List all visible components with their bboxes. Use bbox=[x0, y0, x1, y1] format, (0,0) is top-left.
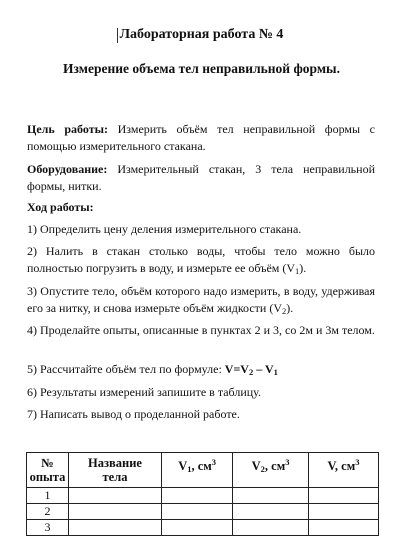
row-number: 3 bbox=[27, 520, 69, 536]
table-row bbox=[27, 520, 379, 536]
cell-v2[interactable] bbox=[233, 488, 309, 504]
procedure-step-3 bbox=[27, 283, 375, 319]
results-table bbox=[26, 452, 379, 536]
procedure-step-2 bbox=[27, 243, 375, 279]
header-body-name: Название тела bbox=[68, 453, 161, 488]
cell-v[interactable] bbox=[308, 520, 378, 536]
cell-v2[interactable] bbox=[233, 520, 309, 536]
cell-body-name[interactable] bbox=[68, 520, 161, 536]
goal-text: Измерить объём тел неправильной формы с помощью измерительного стакана. bbox=[27, 122, 375, 153]
header-experiment-number: № опыта bbox=[27, 453, 69, 488]
step-7-text: 7) Написать вывод о проделанной работе. bbox=[27, 407, 240, 421]
step-3-subscript: 2 bbox=[282, 305, 287, 316]
step-5-text: 5) Рассчитайте объём тел по формуле: bbox=[27, 362, 225, 376]
procedure-step-4 bbox=[27, 322, 375, 339]
page-title: Лабораторная работа № 4 bbox=[119, 27, 284, 42]
procedure-label: Ход работы: bbox=[27, 200, 94, 214]
step-3-end: ). bbox=[286, 300, 294, 315]
table-row bbox=[27, 488, 379, 504]
table-header-row bbox=[27, 453, 379, 488]
cell-v2[interactable] bbox=[233, 504, 309, 520]
procedure-step-7 bbox=[27, 406, 375, 423]
step-2-end: ). bbox=[299, 260, 307, 275]
step-3-text: 3) Опустите тело, объём которого надо измерить, в воду, удерживая его за нитку, и снова измерьте объём жидкости (V bbox=[27, 284, 375, 315]
step-4-text: 4) Проделайте опыты, описанные в пунктах 2 и 3, со 2м и 3м телом. bbox=[27, 323, 375, 337]
page-subtitle: Измерение объема тел неправильной формы. bbox=[63, 61, 340, 76]
table-row bbox=[27, 504, 379, 520]
header-v1: $V_1$, $см^3$ bbox=[162, 453, 233, 488]
cell-body-name[interactable] bbox=[68, 504, 161, 520]
step-1-text: 1) Определить цену деления измерительного стакана. bbox=[27, 222, 302, 236]
cell-v1[interactable] bbox=[162, 520, 233, 536]
goal-label: Цель работы: bbox=[27, 122, 108, 136]
cell-v1[interactable] bbox=[162, 488, 233, 504]
row-number: 1 bbox=[27, 488, 69, 504]
header-v: V, $см^3$ bbox=[308, 453, 378, 488]
cell-v[interactable] bbox=[308, 504, 378, 520]
procedure-step-6 bbox=[27, 384, 375, 401]
step-6-text: 6) Результаты измерений запишите в таблицу. bbox=[27, 385, 261, 399]
formula: $V=V_2 - V_1$ bbox=[224, 362, 278, 377]
equipment-label: Оборудование: bbox=[27, 162, 108, 176]
header-v2: $V_2$, $см^3$ bbox=[233, 453, 309, 488]
equipment-paragraph bbox=[27, 161, 375, 194]
step-2-text: 2) Налить в стакан столько воды, чтобы тело можно было полностью погрузить в воду, и измерьте ее объём (V bbox=[27, 244, 375, 275]
procedure-step-1 bbox=[27, 221, 375, 238]
procedure-step-5 bbox=[27, 361, 375, 381]
equipment-text: Измерительный стакан, 3 тела неправильной формы, нитки. bbox=[27, 162, 375, 193]
step-2-subscript: 1 bbox=[295, 265, 300, 276]
goal-paragraph bbox=[27, 121, 375, 154]
cell-v1[interactable] bbox=[162, 504, 233, 520]
procedure-heading bbox=[27, 199, 375, 216]
row-number: 2 bbox=[27, 504, 69, 520]
cell-v[interactable] bbox=[308, 488, 378, 504]
cell-body-name[interactable] bbox=[68, 488, 161, 504]
